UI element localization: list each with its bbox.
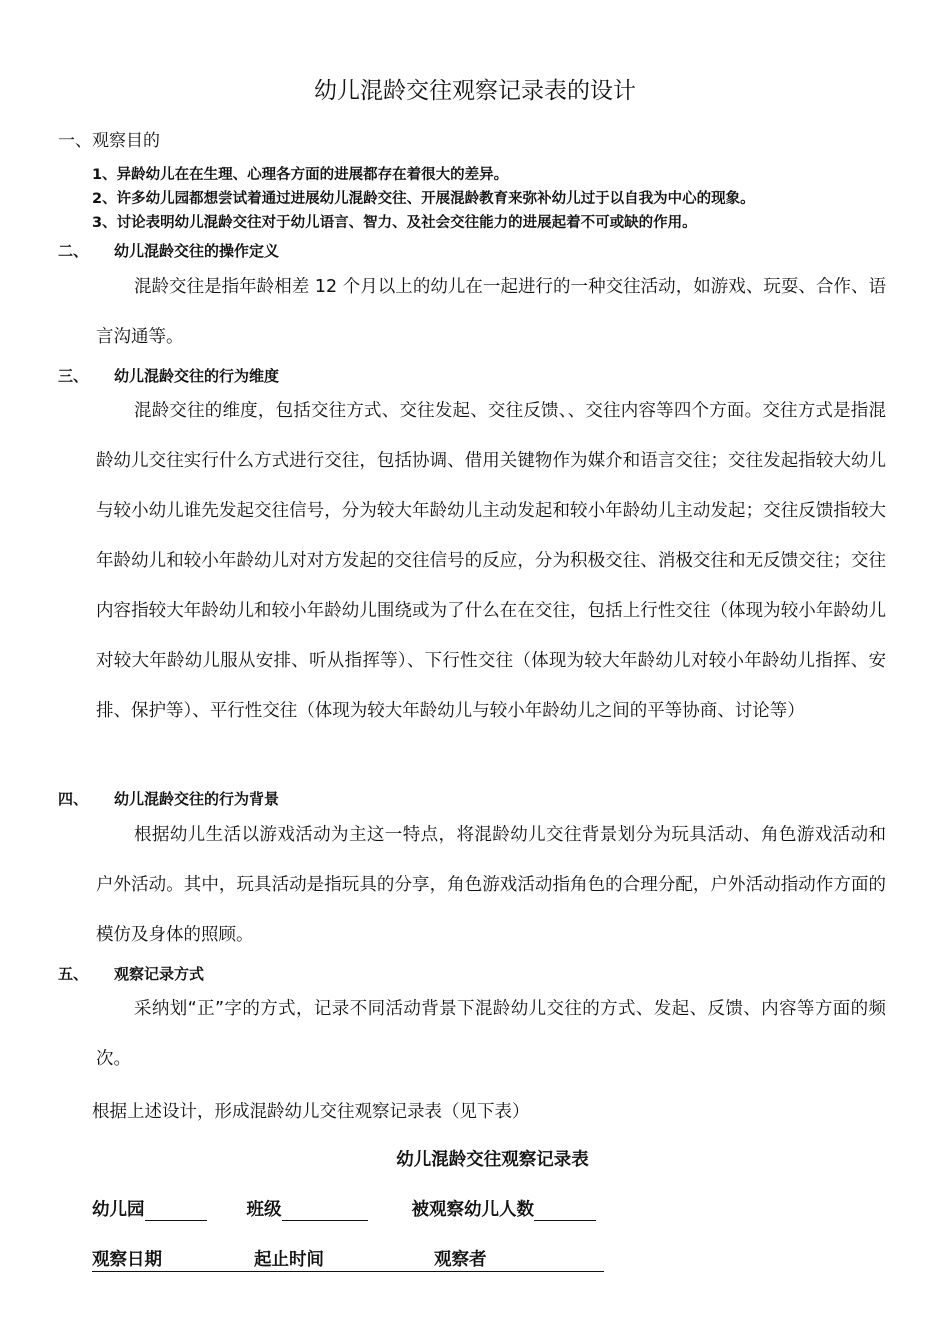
- section3-body: 混龄交往的维度，包括交往方式、交往发起、交往反馈、、交往内容等四个方面。交往方式是指混龄幼儿交往实行什么方式进行交往，包括协调、借用关键物作为媒介和语言交往；交往发起指较大幼儿与较小幼儿谁先发起交往信号，分为较大年龄幼儿主动发起和较小年龄幼儿主动发起；交往反馈指较大年龄幼儿和较小年龄幼儿对对方发起的交往信号的反应，分为积极交往、消极交往和无反馈交往；交往内容指较大年龄幼儿和较小年龄幼儿围绕或为了什么在在交往，包括上行性交往（体现为较小年龄幼儿对较大年龄幼儿服从安排、听从指挥等）、下行性交往（体现为较大年龄幼儿对较小年龄幼儿指挥、安排、保护等）、平行性交往（体现为较大年龄幼儿与较小年龄幼儿之间的平等协商、讨论等）: [96, 401, 886, 721]
- table-title: 幼儿混龄交往观察记录表: [396, 1150, 589, 1170]
- section4-body: 根据幼儿生活以游戏活动为主这一特点，将混龄幼儿交往背景划分为玩具活动、角色游戏活动和户外活动。其中，玩具活动是指玩具的分享，角色游戏活动指角色的合理分配，户外活动指动作方面的模仿及身体的照顾。: [96, 825, 886, 945]
- section2-heading: [58, 240, 279, 261]
- goal-item: 2、许多幼儿园都想尝试着通过进展幼儿混龄交往、开展混龄教育来弥补幼儿过于以自我为中心的现象。: [92, 191, 755, 207]
- kindergarten-label: 幼儿园: [92, 1200, 145, 1220]
- section2-number: 二、: [58, 242, 89, 260]
- section2-title: 幼儿混龄交往的操作定义: [114, 242, 280, 260]
- section4-title: 幼儿混龄交往的行为背景: [114, 790, 280, 808]
- form-row-1: [92, 1196, 596, 1221]
- goal-item: 1、异龄幼儿在在生理、心理各方面的进展都存在着很大的差异。: [92, 167, 509, 183]
- section5-title: 观察记录方式: [114, 965, 205, 983]
- class-label: 班级: [246, 1200, 282, 1220]
- section5-number: 五、: [58, 965, 89, 983]
- date-label: 观察日期: [92, 1250, 162, 1270]
- section5-heading: [58, 963, 204, 984]
- section2-body: 混龄交往是指年龄相差 12 个月以上的幼儿在一起进行的一种交往活动，如游戏、玩耍、合作、语言沟通等。: [96, 277, 886, 347]
- observation-goals-list: [92, 163, 755, 235]
- observed-count-label: 被观察幼儿人数: [411, 1200, 534, 1220]
- section4-heading: [58, 788, 279, 809]
- section5-body: 采纳划“正”字的方式，记录不同活动背景下混龄幼儿交往的方式、发起、反馈、内容等方面的频次。: [96, 999, 886, 1069]
- observer-label: 观察者: [434, 1250, 487, 1270]
- section3-title: 幼儿混龄交往的行为维度: [114, 367, 280, 385]
- section1-heading: 一、观察目的: [58, 131, 160, 151]
- form-row-2: [92, 1246, 604, 1272]
- goal-item: 3、讨论表明幼儿混龄交往对于幼儿语言、智力、及社会交往能力的进展起着不可或缺的作用。: [92, 215, 697, 231]
- section4-number: 四、: [58, 790, 89, 808]
- section3-number: 三、: [58, 367, 89, 385]
- conclusion-text: 根据上述设计，形成混龄幼儿交往观察记录表（见下表）: [92, 1102, 530, 1122]
- page-title: 幼儿混龄交往观察记录表的设计: [314, 78, 636, 104]
- kindergarten-blank[interactable]: [145, 1200, 207, 1221]
- time-range-label: 起止时间: [254, 1250, 324, 1270]
- class-blank[interactable]: [282, 1200, 368, 1221]
- observed-count-blank[interactable]: [534, 1200, 596, 1221]
- section3-heading: [58, 365, 279, 386]
